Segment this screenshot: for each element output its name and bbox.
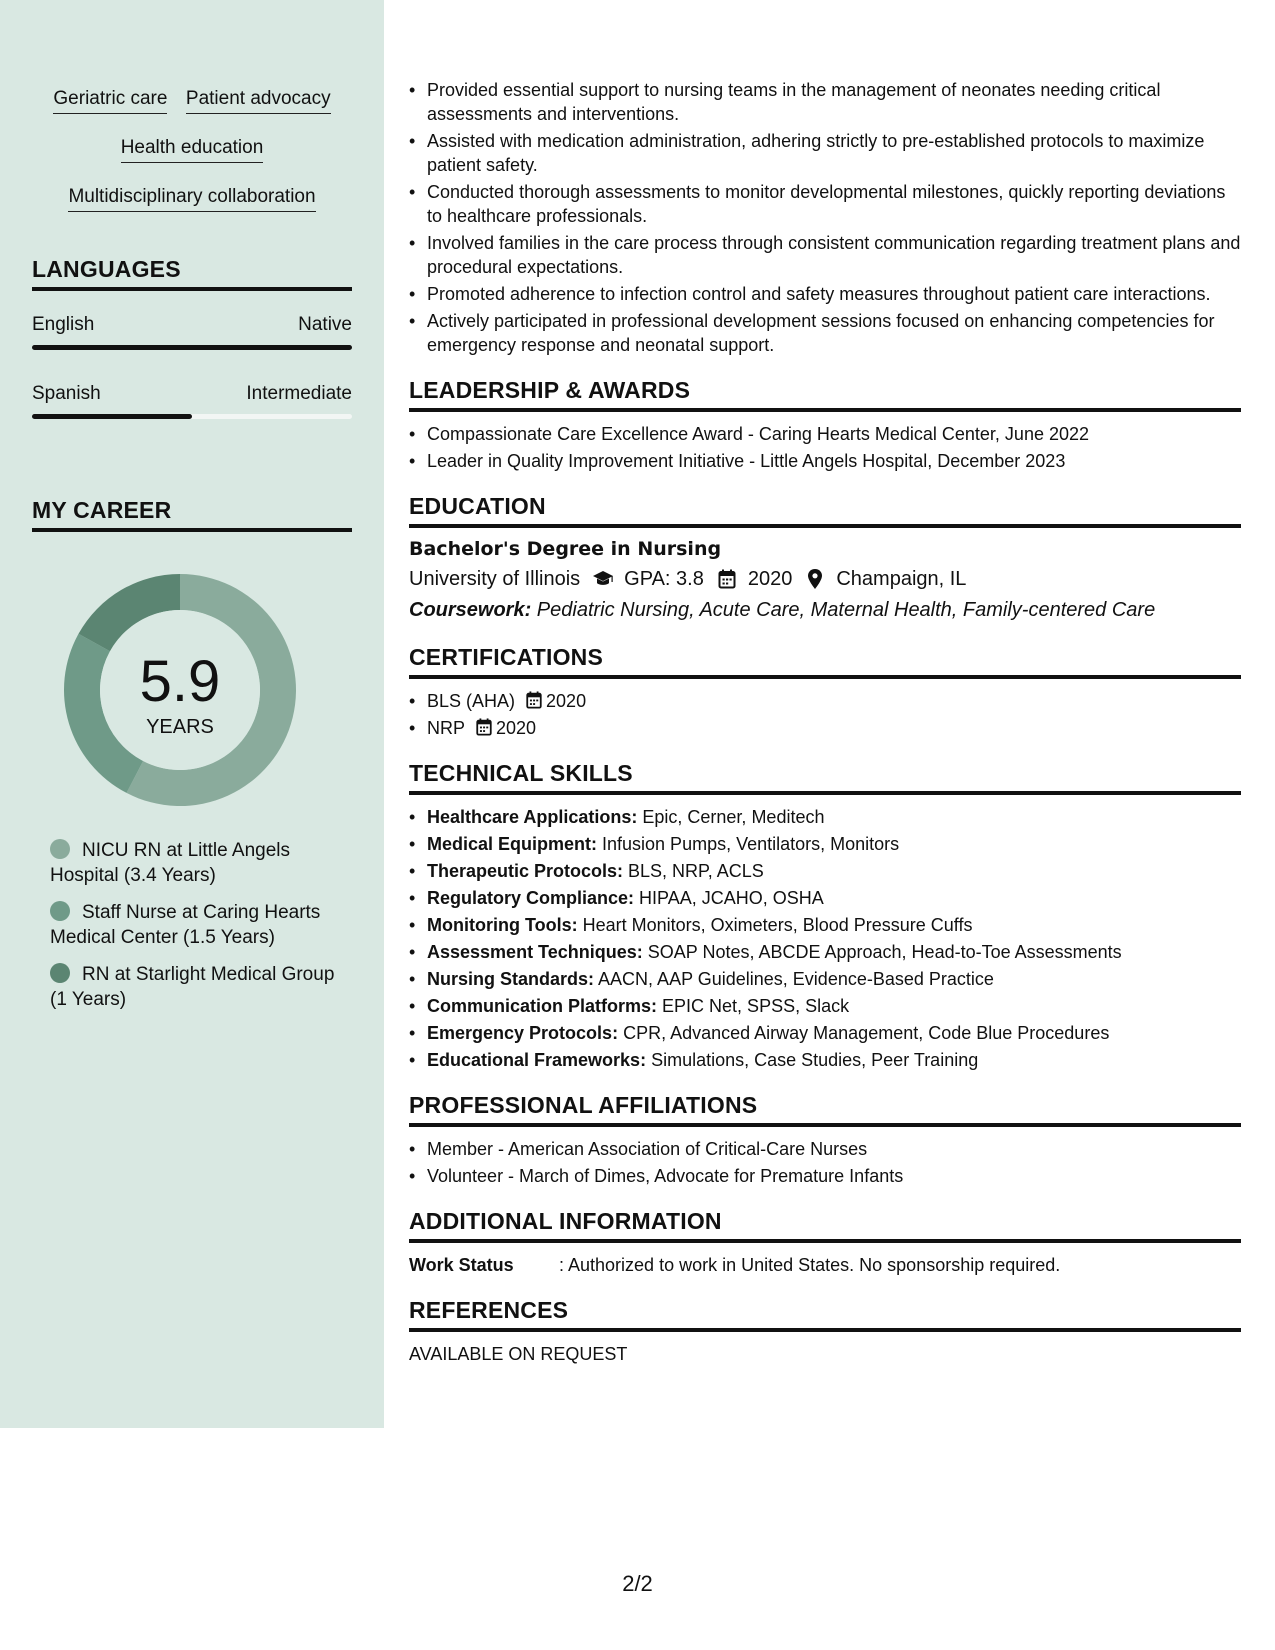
skill-value: CPR, Advanced Airway Management, Code Blue Procedures [618, 1023, 1110, 1043]
legend-dot [50, 839, 70, 859]
main-content [409, 78, 1241, 1366]
legend-dot [50, 901, 70, 921]
calendar-icon [525, 691, 543, 709]
skill-label: Nursing Standards: [427, 969, 595, 989]
skill-item [409, 832, 1241, 856]
award-item: • Compassionate Care Excellence Award - Caring Hearts Medical Center, June 2022 [409, 422, 1241, 446]
career-label: RN at Starlight Medical Group (1 Years) [50, 964, 335, 1010]
references-heading: REFERENCES [409, 1297, 1241, 1332]
career-label: NICU RN at Little Angels Hospital (3.4 Years) [50, 840, 291, 886]
gpa: GPA: 3.8 [624, 568, 704, 590]
skill-label: Assessment Techniques: [427, 942, 643, 962]
school-name: University of Illinois [409, 568, 581, 590]
skill-item [409, 913, 1241, 937]
skill-label: Emergency Protocols: [427, 1023, 619, 1043]
career-heading: MY CAREER [32, 497, 352, 532]
career-legend [50, 838, 340, 1024]
coursework [409, 596, 1241, 624]
experience-bullet: • Promoted adherence to infection control and safety measures throughout patient care interactions. [409, 282, 1241, 306]
skill-value: EPIC Net, SPSS, Slack [657, 996, 850, 1016]
career-legend-item [50, 900, 340, 950]
location-pin-icon [804, 568, 826, 590]
experience-bullets [409, 78, 1241, 357]
skill-label: Regulatory Compliance: [427, 888, 635, 908]
language-level: Intermediate [246, 383, 352, 404]
affiliations-list [409, 1137, 1241, 1188]
experience-bullet: • Involved families in the care process through consistent communication regarding treatment plans and procedural expectations. [409, 231, 1241, 279]
language-name: Spanish [32, 383, 101, 404]
career-total-years: 5.9 [139, 649, 221, 714]
certification-name: NRP [427, 718, 466, 738]
graduation-year: 2020 [747, 568, 793, 590]
affiliations-heading: PROFESSIONAL AFFILIATIONS [409, 1092, 1241, 1127]
additional-info-heading: ADDITIONAL INFORMATION [409, 1208, 1241, 1243]
skill-item [409, 967, 1241, 991]
work-status [409, 1253, 1241, 1277]
skill-tag: Geriatric care [53, 86, 167, 114]
skill-tag: Health education [121, 135, 264, 163]
language-item [32, 314, 352, 350]
skill-value: Epic, Cerner, Meditech [637, 807, 825, 827]
degree-title: Bachelor's Degree in Nursing [409, 538, 722, 560]
award-item: • Leader in Quality Improvement Initiative - Little Angels Hospital, December 2023 [409, 449, 1241, 473]
skill-item [409, 1021, 1241, 1045]
education-heading: EDUCATION [409, 493, 1241, 528]
affiliation-item: • Member - American Association of Critical-Care Nurses [409, 1137, 1241, 1161]
language-name: English [32, 314, 95, 335]
skill-item [409, 886, 1241, 910]
technical-skills-heading: TECHNICAL SKILLS [409, 760, 1241, 795]
affiliation-item: • Volunteer - March of Dimes, Advocate for Premature Infants [409, 1164, 1241, 1188]
experience-bullet: • Actively participated in professional development sessions focused on enhancing competencies for emergency response and neonatal support. [409, 309, 1241, 357]
language-item [32, 383, 352, 419]
language-bar [32, 345, 352, 350]
certification-year: 2020 [546, 691, 587, 711]
work-status-value: : Authorized to work in United States. No sponsorship required. [559, 1255, 1061, 1275]
certification-name: BLS (AHA) [427, 691, 516, 711]
graduation-cap-icon [592, 568, 614, 590]
certifications-list [409, 689, 1241, 740]
skill-value: Heart Monitors, Oximeters, Blood Pressure Cuffs [577, 915, 973, 935]
certification-item [409, 716, 1241, 740]
experience-bullet: • Provided essential support to nursing teams in the management of neonates needing critical assessments and interventions. [409, 78, 1241, 126]
languages-heading: LANGUAGES [32, 256, 352, 291]
skill-tag: Multidisciplinary collaboration [68, 184, 315, 212]
education-details [409, 565, 1241, 593]
skill-label: Monitoring Tools: [427, 915, 578, 935]
skill-label: Educational Frameworks: [427, 1050, 647, 1070]
references-text: AVAILABLE ON REQUEST [409, 1344, 628, 1364]
page-number: 2/2 [622, 1571, 653, 1596]
skill-label: Communication Platforms: [427, 996, 658, 1016]
experience-bullet: • Conducted thorough assessments to monitor developmental milestones, quickly reporting deviations to healthcare professionals. [409, 180, 1241, 228]
language-bar-fill [32, 414, 192, 419]
experience-bullet: • Assisted with medication administration, adhering strictly to pre-established protocols to maximize patient safety. [409, 129, 1241, 177]
school-location: Champaign, IL [836, 568, 967, 590]
career-legend-item [50, 962, 340, 1012]
skill-label: Therapeutic Protocols: [427, 861, 624, 881]
certification-item [409, 689, 1241, 713]
skill-value: HIPAA, JCAHO, OSHA [634, 888, 824, 908]
work-status-label: Work Status [409, 1255, 514, 1275]
language-bar [32, 414, 352, 419]
skill-value: SOAP Notes, ABCDE Approach, Head-to-Toe Assessments [642, 942, 1122, 962]
certifications-heading: CERTIFICATIONS [409, 644, 1241, 679]
technical-skills-list [409, 805, 1241, 1072]
sidebar [0, 0, 384, 1428]
legend-dot [50, 963, 70, 983]
coursework-label: Coursework: [409, 599, 532, 621]
skill-item [409, 994, 1241, 1018]
calendar-icon [475, 718, 493, 736]
certification-year: 2020 [496, 718, 537, 738]
coursework-list: Pediatric Nursing, Acute Care, Maternal Health, Family-centered Care [531, 599, 1156, 621]
skill-item [409, 859, 1241, 883]
career-years-unit: YEARS [146, 716, 214, 738]
skill-label: Medical Equipment: [427, 834, 598, 854]
language-level: Native [298, 314, 352, 335]
language-bar-fill [32, 345, 352, 350]
skill-item [409, 940, 1241, 964]
skill-value: AACN, AAP Guidelines, Evidence-Based Practice [594, 969, 994, 989]
skill-tags [32, 86, 352, 233]
skill-value: Infusion Pumps, Ventilators, Monitors [597, 834, 900, 854]
calendar-icon [716, 568, 738, 590]
skill-value: BLS, NRP, ACLS [623, 861, 764, 881]
skill-label: Healthcare Applications: [427, 807, 638, 827]
skill-item [409, 805, 1241, 829]
skill-value: Simulations, Case Studies, Peer Training [646, 1050, 979, 1070]
career-label: Staff Nurse at Caring Hearts Medical Center (1.5 Years) [50, 902, 321, 948]
career-legend-item [50, 838, 340, 888]
awards-list [409, 422, 1241, 473]
awards-heading: LEADERSHIP & AWARDS [409, 377, 1241, 412]
skill-item [409, 1048, 1241, 1072]
career-donut-chart [64, 574, 296, 806]
skill-tag: Patient advocacy [186, 86, 331, 114]
